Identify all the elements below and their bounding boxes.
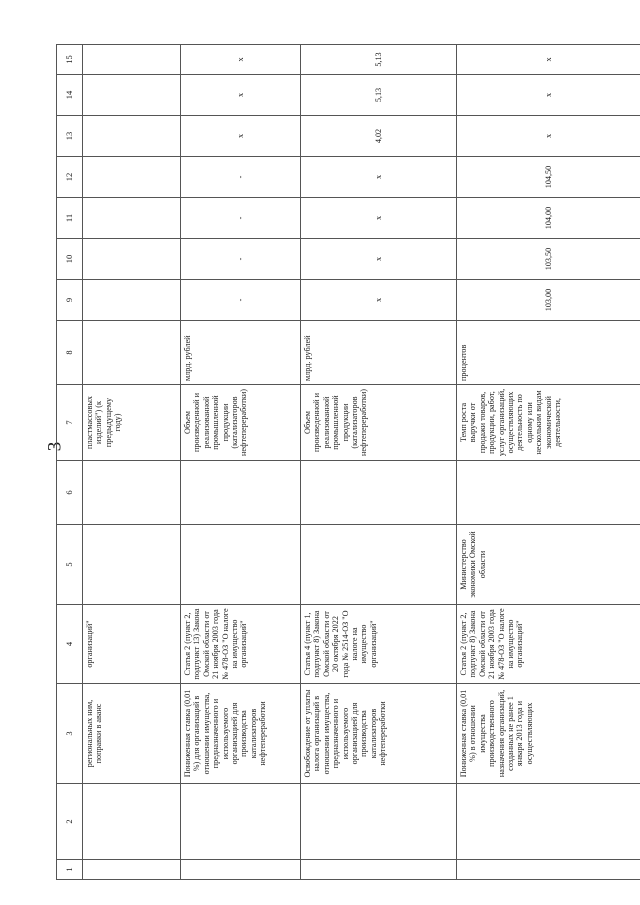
cell-value [83, 280, 181, 321]
cell-value [83, 198, 181, 239]
col-header: 15 [57, 45, 83, 75]
cell-benefit: Пониженная ставка (0,01 %) для организаций в отношении имущества, предназначенного и используемого организацией для производства катализаторов нефтепереработки [181, 684, 301, 784]
cell-value: 5,13 [301, 45, 457, 75]
cell-law: организаций" [83, 605, 181, 684]
cell-value: 4,02 [301, 116, 457, 157]
cell-curator [181, 525, 301, 605]
col-header: 7 [57, 385, 83, 461]
cell-value: x [181, 75, 301, 116]
cell-value [83, 45, 181, 75]
cell-law: Статья 2 (пункт 2, подпункт 8) Закона Омской области от 21 ноября 2003 года № 478-ОЗ "О налоге на имущество организаций" [457, 605, 640, 684]
cell-value: x [301, 157, 457, 198]
table-row [83, 45, 181, 880]
col-header: 9 [57, 280, 83, 321]
cell-value [83, 239, 181, 280]
cell-law: Статья 2 (пункт 2, подпункт 13) Закона Омской области от 21 ноября 2003 года № 478-ОЗ "О налоге на имущество организаций" [181, 605, 301, 684]
col-header: 1 [57, 860, 83, 880]
cell-unit [83, 321, 181, 385]
cell-indicator: Темп роста выручки от продажи товаров, продукции, работ, услуг организаций, осуществляющих деятельность по одному или нескольким видам экономической деятельности, [457, 385, 640, 461]
col-header: 3 [57, 684, 83, 784]
col-header: 10 [57, 239, 83, 280]
cell-value: x [181, 116, 301, 157]
cell-benefit: региональных ним, поправки в аванс [83, 684, 181, 784]
cell-benefit: Освобождение от уплаты налога организаций в отношении имущества, предназначенного и используемого организацией для производства катализаторов нефтепереработки [301, 684, 457, 784]
col-header: 12 [57, 157, 83, 198]
cell-indicator: пластмассовых изделий") (к предыдущему году) [83, 385, 181, 461]
cell-value: x [301, 239, 457, 280]
cell-value [83, 116, 181, 157]
cell-indicator: Объем произведенной и реализованной промышленной продукции (катализаторов нефтепереработки) [301, 385, 457, 461]
cell-unit: млрд. рублей [181, 321, 301, 385]
col-header: 5 [57, 525, 83, 605]
cell-value [83, 157, 181, 198]
cell-unit: процентов [457, 321, 640, 385]
col-header: 13 [57, 116, 83, 157]
table-row [301, 45, 457, 880]
col-header: 6 [57, 461, 83, 525]
table-row [457, 45, 640, 880]
data-table [56, 44, 640, 880]
table-container [56, 45, 640, 880]
cell-value: 104,50 [457, 157, 640, 198]
cell-value: 104,00 [457, 198, 640, 239]
cell-value: - [181, 157, 301, 198]
cell-value: x [301, 198, 457, 239]
cell-value: x [457, 116, 640, 157]
cell-unit: млрд. рублей [301, 321, 457, 385]
cell-value: - [181, 198, 301, 239]
cell-value: 103,00 [457, 280, 640, 321]
table-row [181, 45, 301, 880]
cell-value [83, 75, 181, 116]
col-header: 4 [57, 605, 83, 684]
col-header: 2 [57, 784, 83, 860]
cell-law: Статья 4 (пункт 1, подпункт 8) Закона Омской области от 20 октября 2022 года № 2514-ОЗ "О налоге на имущество организаций" [301, 605, 457, 684]
header-row [57, 45, 83, 880]
col-header: 8 [57, 321, 83, 385]
cell-value: x [457, 45, 640, 75]
cell-benefit: Пониженная ставка (0,01 %) в отношении имущества производственного назначения организаций, созданных не ранее 1 января 2013 года и осуществляющих [457, 684, 640, 784]
col-header: 14 [57, 75, 83, 116]
cell-value: - [181, 239, 301, 280]
cell-value: x [457, 75, 640, 116]
cell-curator [83, 525, 181, 605]
cell-value: x [181, 45, 301, 75]
cell-indicator: Объем произведенной и реализованной промышленной продукции (катализаторов нефтепереработки) [181, 385, 301, 461]
cell-curator: Министерство экономики Омской области [457, 525, 640, 605]
cell-value: x [301, 280, 457, 321]
cell-value: - [181, 280, 301, 321]
cell-curator [301, 525, 457, 605]
col-header: 11 [57, 198, 83, 239]
page-number: 3 [44, 441, 66, 452]
cell-value: 103,50 [457, 239, 640, 280]
cell-value: 5,13 [301, 75, 457, 116]
